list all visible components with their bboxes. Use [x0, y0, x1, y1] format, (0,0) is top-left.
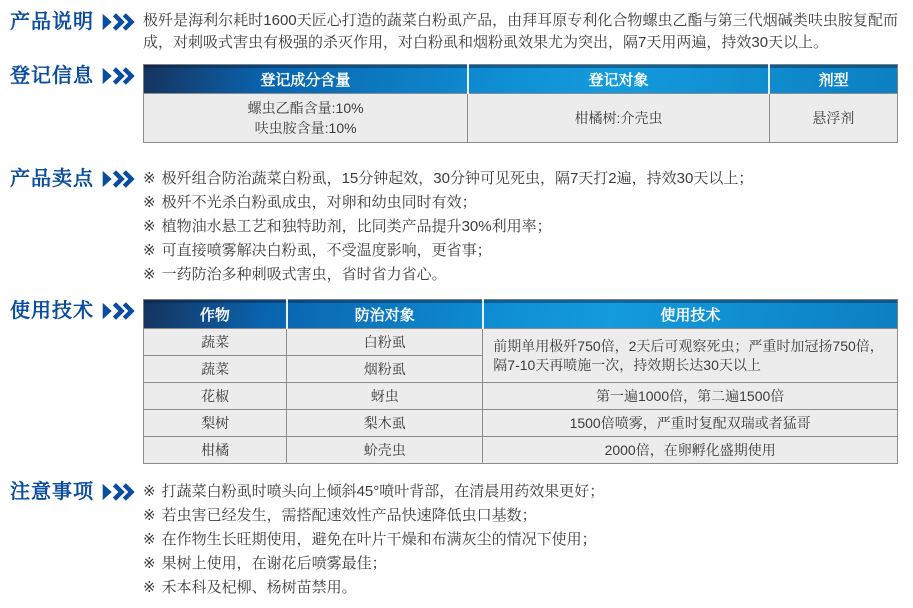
- target-cell: 白粉虱: [287, 329, 483, 356]
- section-usage-technique: [0, 299, 913, 464]
- column-header: 作物: [144, 300, 287, 329]
- crop-cell: 花椒: [144, 383, 287, 410]
- crop-cell: 蔬菜: [144, 356, 287, 383]
- ingredient-content-cell: [144, 94, 468, 143]
- technique-cell: 2000倍，在卵孵化盛期使用: [483, 437, 898, 464]
- notes-list: [143, 480, 898, 600]
- bullet-marker: ※: [143, 194, 156, 211]
- column-header: 登记对象: [468, 65, 770, 94]
- double-arrow-icon: [101, 67, 135, 85]
- section-title-text: 登记信息: [10, 65, 94, 87]
- section-title-text: 注意事项: [10, 481, 94, 503]
- table-row: [144, 94, 898, 143]
- list-item-text: 果树上使用，在谢花后喷雾最佳；: [161, 555, 387, 572]
- double-arrow-icon: [101, 302, 135, 320]
- ingredient-line: 呋虫胺含量:10%: [254, 120, 357, 136]
- bullet-marker: ※: [143, 242, 156, 259]
- target-cell: 蚧壳虫: [287, 437, 483, 464]
- ingredient-line: 螺虫乙酯含量:10%: [247, 100, 364, 116]
- list-item-text: 极歼不光杀白粉虱成虫，对卵和幼虫同时有效；: [161, 194, 477, 211]
- column-header: 剂型: [769, 65, 897, 94]
- bullet-marker: ※: [143, 170, 156, 187]
- section-title-notes: [0, 480, 143, 504]
- bullet-marker: ※: [143, 531, 156, 548]
- list-item-text: 在作物生长旺期使用，避免在叶片干燥和布满灰尘的情况下使用；: [161, 531, 597, 548]
- section-title-selling-points: [0, 167, 143, 191]
- registration-target-cell: 柑橘树:介壳虫: [468, 94, 770, 143]
- table-row: [144, 383, 898, 410]
- selling-points-list: [143, 167, 898, 287]
- list-item: [143, 504, 898, 528]
- section-selling-points: [0, 167, 913, 287]
- table-row: [144, 437, 898, 464]
- double-arrow-icon: [101, 170, 135, 188]
- double-arrow-icon: [101, 483, 135, 501]
- section-title-text: 产品说明: [10, 11, 94, 33]
- section-title-text: 产品卖点: [10, 168, 94, 190]
- bullet-marker: ※: [143, 555, 156, 572]
- column-header: 使用技术: [483, 300, 898, 329]
- section-registration: [0, 64, 913, 143]
- usage-table-header-row: [144, 300, 898, 329]
- list-item-text: 禾本科及杞柳、杨树苗禁用。: [161, 579, 357, 596]
- bullet-marker: ※: [143, 579, 156, 596]
- list-item-text: 打蔬菜白粉虱时喷头向上倾斜45°喷叶背部，在清晨用药效果更好；: [161, 483, 605, 500]
- section-product-description: [0, 0, 913, 54]
- target-cell: 蚜虫: [287, 383, 483, 410]
- formulation-cell: 悬浮剂: [769, 94, 897, 143]
- bullet-marker: ※: [143, 483, 156, 500]
- bullet-marker: ※: [143, 507, 156, 524]
- list-item: [143, 528, 898, 552]
- target-cell: 烟粉虱: [287, 356, 483, 383]
- list-item-text: 植物油水悬工艺和独特助剂，比同类产品提升30%利用率；: [161, 218, 552, 235]
- list-item: [143, 263, 898, 287]
- table-row: [144, 410, 898, 437]
- crop-cell: 梨树: [144, 410, 287, 437]
- list-item: [143, 239, 898, 263]
- section-title-usage-technique: [0, 299, 143, 323]
- crop-cell: 蔬菜: [144, 329, 287, 356]
- table-row: [144, 329, 898, 356]
- bullet-marker: ※: [143, 266, 156, 283]
- usage-table: [143, 299, 898, 464]
- list-item: [143, 552, 898, 576]
- technique-cell: 第一遍1000倍，第二遍1500倍: [483, 383, 898, 410]
- section-title-text: 使用技术: [10, 300, 94, 322]
- bullet-marker: ※: [143, 218, 156, 235]
- list-item-text: 可直接喷雾解决白粉虱，不受温度影响，更省事；: [161, 242, 492, 259]
- column-header: 登记成分含量: [144, 65, 468, 94]
- crop-cell: 柑橘: [144, 437, 287, 464]
- list-item-text: 若虫害已经发生，需搭配速效性产品快速降低虫口基数；: [161, 507, 537, 524]
- technique-cell-merged: 前期单用极歼750倍，2天后可观察死虫；严重时加冠扬750倍，隔7-10天再喷施一次，持效期长达30天以上: [483, 329, 898, 383]
- list-item-text: 极歼组合防治蔬菜白粉虱，15分钟起效，30分钟可见死虫，隔7天打2遍，持效30天以上；: [161, 170, 754, 187]
- double-arrow-icon: [101, 13, 135, 31]
- product-description-text: 极歼是海利尔耗时1600天匠心打造的蔬菜白粉虱产品，由拜耳原专利化合物螺虫乙酯与第三代烟碱类呋虫胺复配而成，对刺吸式害虫有极强的杀灭作用，对白粉虱和烟粉虱效果尤为突出，隔7天用两遍，持效30天以上。: [143, 12, 898, 51]
- registration-table-header-row: [144, 65, 898, 94]
- section-title-product-description: [0, 10, 143, 34]
- list-item: [143, 167, 898, 191]
- list-item-text: 一药防治多种刺吸式害虫，省时省力省心。: [161, 266, 447, 283]
- column-header: 防治对象: [287, 300, 483, 329]
- list-item: [143, 191, 898, 215]
- section-title-registration: [0, 64, 143, 88]
- registration-table: [143, 64, 898, 143]
- technique-cell: 1500倍喷雾，严重时复配双瑞或者猛哥: [483, 410, 898, 437]
- target-cell: 梨木虱: [287, 410, 483, 437]
- section-notes: [0, 480, 913, 600]
- list-item: [143, 576, 898, 600]
- list-item: [143, 480, 898, 504]
- list-item: [143, 215, 898, 239]
